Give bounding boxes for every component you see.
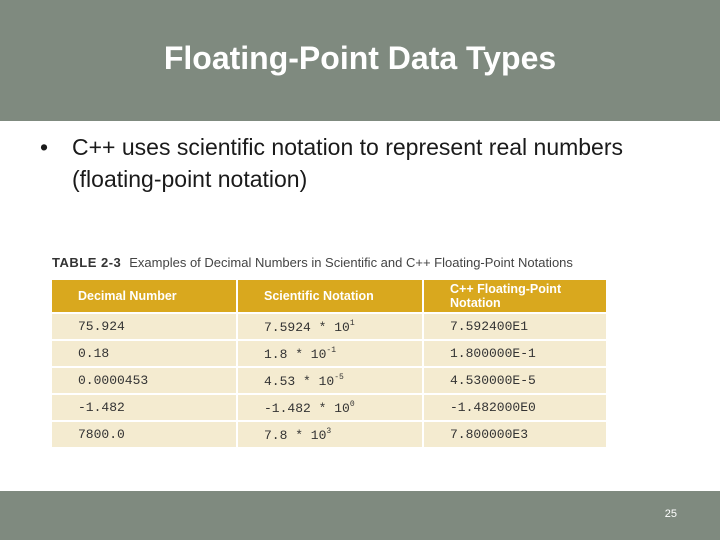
sci-base: 7.5924 * 10	[264, 319, 350, 335]
cell-decimal: 7800.0	[52, 422, 236, 449]
cell-decimal: 0.0000453	[52, 368, 236, 395]
bullet-point	[40, 131, 660, 195]
cell-decimal: -1.482	[52, 395, 236, 422]
notation-table	[52, 280, 606, 449]
title-bar	[0, 0, 720, 121]
sci-base: 1.8 * 10	[264, 346, 327, 362]
sci-base: 7.8 * 10	[264, 427, 327, 443]
cell-scientific	[238, 368, 422, 395]
sci-exponent: 3	[326, 426, 332, 436]
cell-cpp: -1.482000E0	[424, 395, 606, 422]
table-caption-text: Examples of Decimal Numbers in Scientific and C++ Floating-Point Notations	[129, 255, 573, 270]
table-row	[52, 341, 606, 368]
cell-cpp: 4.530000E-5	[424, 368, 606, 395]
page-number: 25	[664, 508, 677, 520]
bullet-text: C++ uses scientific notation to represent real numbers (floating-point notation)	[72, 134, 624, 192]
table-caption	[52, 255, 612, 270]
cell-scientific	[238, 314, 422, 341]
table-row	[52, 314, 606, 341]
cell-decimal: 75.924	[52, 314, 236, 341]
sci-exponent: -5	[334, 372, 344, 382]
sci-base: -1.482 * 10	[264, 400, 350, 416]
table-header-row	[52, 280, 606, 314]
data-table	[50, 280, 608, 449]
cell-scientific	[238, 395, 422, 422]
sci-base: 4.53 * 10	[264, 373, 335, 389]
sci-exponent: 0	[349, 399, 355, 409]
table-row	[52, 368, 606, 395]
table-label: TABLE 2-3	[52, 255, 122, 270]
header-decimal: Decimal Number	[52, 280, 236, 314]
sci-exponent: -1	[326, 345, 337, 355]
header-cpp: C++ Floating-Point Notation	[424, 280, 606, 314]
table-row	[52, 395, 606, 422]
sci-exponent: 1	[349, 318, 355, 328]
cell-decimal: 0.18	[52, 341, 236, 368]
cell-scientific	[238, 341, 422, 368]
slide-title: Floating-Point Data Types	[163, 40, 557, 76]
header-scientific: Scientific Notation	[238, 280, 422, 314]
footer-bar	[0, 491, 720, 540]
cell-cpp: 7.800000E3	[424, 422, 606, 449]
table-row	[52, 422, 606, 449]
cell-scientific	[238, 422, 422, 449]
cell-cpp: 1.800000E-1	[424, 341, 606, 368]
cell-cpp: 7.592400E1	[424, 314, 606, 341]
bullet-icon: •	[40, 134, 49, 160]
